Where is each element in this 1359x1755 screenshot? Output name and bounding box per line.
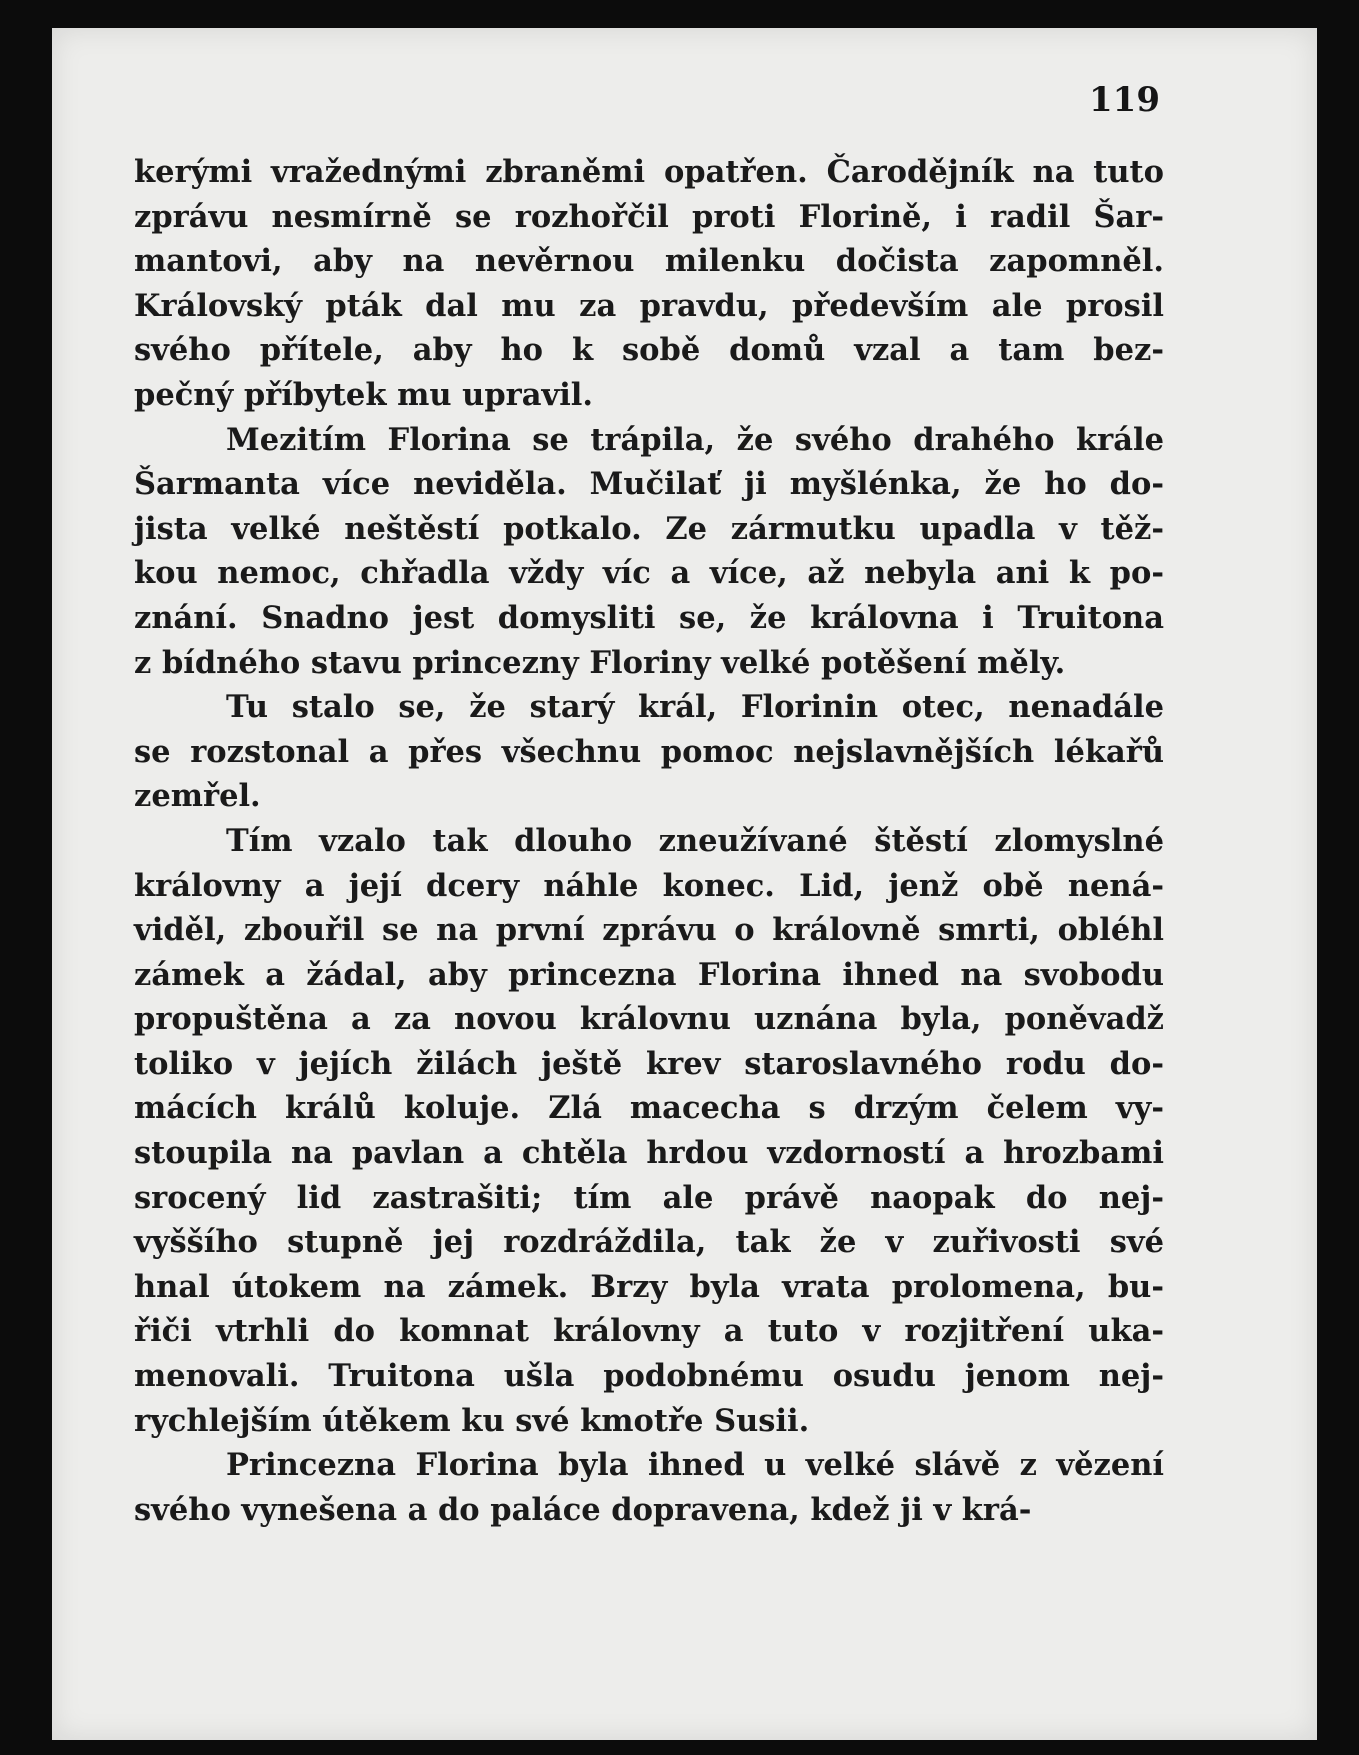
text-line: jista velké neštěstí potkalo. Ze zármutku upadla v těž- [134, 510, 1164, 547]
text-line: mácích králů koluje. Zlá macecha s drzým čelem vy- [134, 1090, 1164, 1127]
text-line: řiči vtrhli do komnat královny a tuto v rozjitření uka- [134, 1313, 1164, 1350]
text-line: rychlejším útěkem ku své kmotře Susii. [134, 1402, 810, 1439]
paragraph [134, 1443, 1164, 1532]
body-text [134, 150, 1164, 1532]
paragraph [134, 150, 1164, 418]
text-line: svého přítele, aby ho k sobě domů vzal a tam bez- [134, 332, 1164, 369]
text-line: z bídného stavu princezny Floriny velké potěšení měly. [134, 644, 1066, 681]
text-line: svého vynešena a do paláce dopravena, kdež ji v krá- [134, 1491, 1032, 1528]
text-line: se rozstonal a přes všechnu pomoc nejslavnějších lékařů [134, 733, 1164, 770]
text-line: kou nemoc, chřadla vždy víc a více, až nebyla ani k po- [134, 555, 1164, 592]
paragraph [134, 685, 1164, 819]
text-line: Šarmanta více neviděla. Mučilať ji myšlénka, že ho do- [134, 466, 1164, 503]
paragraph [134, 418, 1164, 686]
text-line: zprávu nesmírně se rozhořčil proti Florině, i radil Šar- [134, 198, 1164, 235]
text-line: zámek a žádal, aby princezna Florina ihned na svobodu [134, 956, 1164, 993]
text-line: kerými vražednými zbraněmi opatřen. Čarodějník na tuto [134, 154, 1164, 190]
text-line: srocený lid zastrašiti; tím ale právě naopak do nej- [134, 1179, 1164, 1216]
text-line: mantovi, aby na nevěrnou milenku dočista zapomněl. [134, 243, 1164, 280]
text-line: znání. Snadno jest domysliti se, že královna i Truitona [134, 599, 1164, 636]
text-line: stoupila na pavlan a chtěla hrdou vzdorností a hrozbami [134, 1135, 1164, 1172]
paragraph [134, 819, 1164, 1443]
text-line: královny a její dcery náhle konec. Lid, jenž obě nená- [134, 867, 1164, 904]
text-line: pečný příbytek mu upravil. [134, 376, 594, 413]
text-line: viděl, zbouřil se na první zprávu o královně smrti, obléhl [134, 912, 1164, 949]
text-line: vyššího stupně jej rozdráždila, tak že v zuřivosti své [134, 1224, 1164, 1261]
text-line: toliko v jejích žilách ještě krev staroslavného rodu do- [134, 1045, 1164, 1082]
text-line: menovali. Truitona ušla podobnému osudu jenom nej- [134, 1358, 1164, 1395]
page-number: 119 [1089, 80, 1160, 120]
text-line: Princezna Florina byla ihned u velké slávě z vězení [226, 1447, 1164, 1484]
text-line: Mezitím Florina se trápila, že svého drahého krále [226, 421, 1164, 458]
text-line: zemřel. [134, 778, 261, 815]
text-line: hnal útokem na zámek. Brzy byla vrata prolomena, bu- [134, 1268, 1164, 1305]
text-line: Tím vzalo tak dlouho zneužívané štěstí zlomyslné [226, 822, 1164, 859]
text-line: Královský pták dal mu za pravdu, především ale prosil [134, 287, 1164, 324]
text-line: Tu stalo se, že starý král, Florinin otec, nenadále [226, 689, 1164, 726]
text-line: propuštěna a za novou královnu uznána byla, poněvadž [134, 1001, 1164, 1038]
